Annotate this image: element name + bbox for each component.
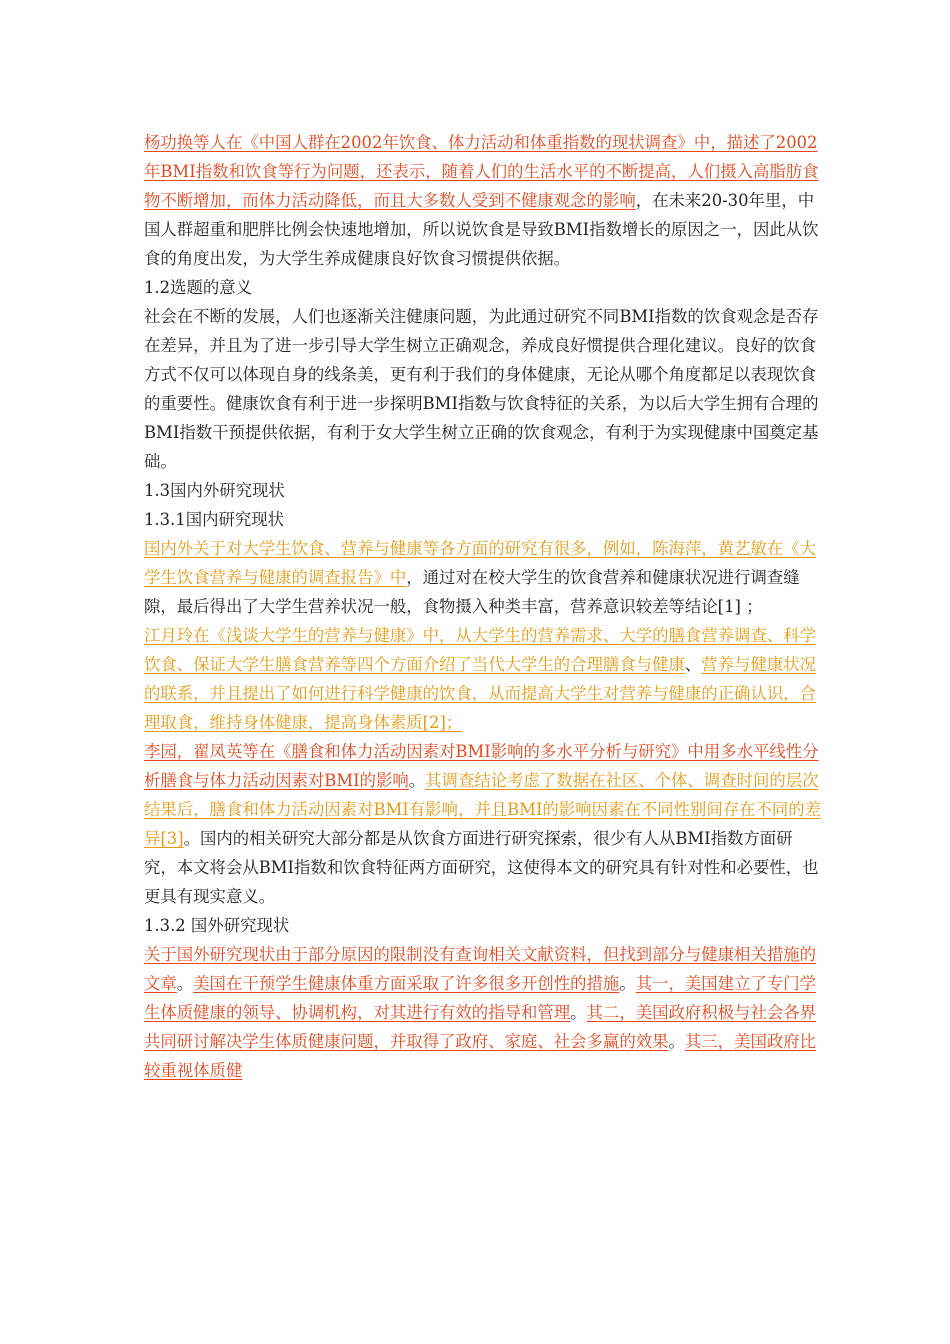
body-text: 社会在不断的发展，人们也逐渐关注健康问题，为此通过研究不同BMI指数的饮食观念是否存在差异，并且为了进一步引导大学生树立正确观念，养成良好惯提供合理化建议。良好的饮食方式不仅可以体现自身的线条美，更有利于我们的身体健康，无论从哪个角度都足以表现饮食的重要性。健康饮食有利于进一步探明BMI指数与饮食特征的关系，为以后大学生拥有合理的BMI指数干预提供依据，有利于女大学生树立正确的饮食观念，有利于为实现健康中国奠定基础。 (144, 307, 819, 471)
highlight-red: 其一，美国建立了专门学生体质健康的领导、协调机构，对其进行有效的指导和管理 (144, 974, 817, 1022)
document-body (144, 128, 824, 1085)
highlight-red: 其二，美国政府积极与社会各界共同研讨解决学生体质健康问题，并取得了政府、家庭、社会多赢的效果 (144, 1003, 817, 1051)
paragraph-significance (144, 302, 824, 476)
paragraph-yang-study (144, 128, 824, 273)
highlight-orange: 其调查结论考虑了数据在社区、个体、调查时间的层次结果后，膳食和体力活动因素对BMI有影响，并且BMI的影响因素在不同性别间存在不同的差异[3] (144, 771, 822, 848)
highlight-orange: 营养与健康状况的联系，并且提出了如何进行科学健康的饮食，从而提高大学生对营养与健康的正确认识，合理取食，维持身体健康，提高身体素质[2]； (144, 655, 817, 732)
body-text: 。 (176, 974, 194, 993)
highlight-red: 美国在干预学生健康体重方面采取了许多很多开创性的措施 (193, 974, 620, 993)
paragraph-foreign-study (144, 940, 824, 1085)
highlight-red: 李园，翟凤英等在《膳食和体力活动因素对BMI影响的多水平分析与研究》中用多水平线性分析膳食与体力活动因素对BMI的影响 (144, 742, 819, 790)
section-heading-1-2: 1.2选题的意义 (144, 278, 253, 297)
section-heading-1-3-1: 1.3.1国内研究现状 (144, 510, 285, 529)
highlight-orange: 国内外关于对大学生饮食、营养与健康等各方面的研究有很多，例如，陈海萍，黄艺敏在《大学生饮食营养与健康的调查报告》中 (144, 539, 817, 587)
section-heading-1-3: 1.3国内外研究现状 (144, 481, 285, 500)
body-text: 、 (684, 655, 702, 674)
section-heading-1-3-2: 1.3.2 国外研究现状 (144, 916, 290, 935)
highlight-red: 关于国外研究现状由于部分原因的限制没有查询相关文献资料，但找到部分与健康相关措施的文章 (144, 945, 817, 993)
highlight-red: 其三，美国政府比较重视体质健 (144, 1032, 817, 1080)
body-text: 。 (570, 1003, 587, 1022)
highlight-orange: 江月玲在《浅谈大学生的营养与健康》中，从大学生的营养需求、大学的膳食营养调查、科学饮食、保证大学生膳食营养等四个方面介绍了当代大学生的合理膳食与健康 (144, 626, 817, 674)
body-text: 。 (408, 771, 426, 790)
body-text: ，通过对在校大学生的饮食营养和健康状况进行调查缝隙，最后得出了大学生营养状况一般，食物摄入种类丰富，营养意识较差等结论[1] ； (144, 568, 800, 616)
body-text: ，在未来20-30年里，中国人群超重和肥胖比例会快速地增加，所以说饮食是导致BMI指数增长的原因之一，因此从饮食的角度出发，为大学生养成健康良好饮食习惯提供依据。 (144, 191, 819, 268)
paragraph-jiang-study (144, 621, 824, 737)
body-text: 。国内的相关研究大部分都是从饮食方面进行研究探索，很少有人从BMI指数方面研究，本文将会从BMI指数和饮食特征两方面研究，这使得本文的研究具有针对性和必要性，也更具有现实意义。 (144, 829, 819, 906)
body-text: 。 (668, 1032, 685, 1051)
paragraph-li-study (144, 737, 824, 911)
highlight-red: 杨功换等人在《中国人群在2002年饮食、体力活动和体重指数的现状调查》中，描述了2002年BMI指数和饮食等行为问题， (144, 133, 818, 181)
paragraph-chen-study (144, 534, 824, 621)
highlight-red: 还表示，随着人们的生活水平的不断提高，人们摄入高脂肪食物不断增加，而体力活动降低，而且大多数人受到不健康观念的影响 (144, 162, 819, 210)
body-text: 。 (619, 974, 636, 993)
